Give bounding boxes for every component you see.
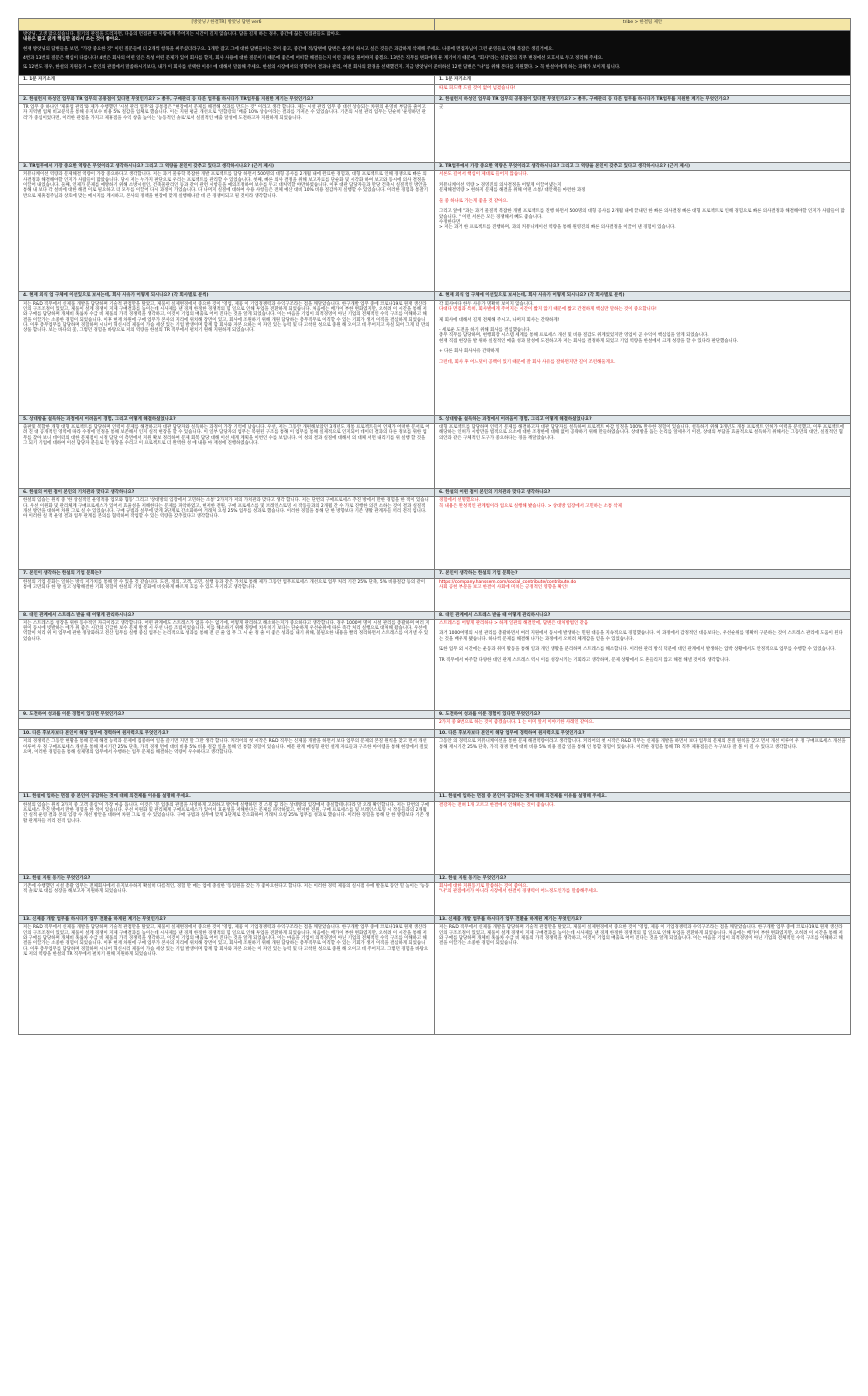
question-right: 6. 한설의 어떤 점이 본인의 기치관과 맞다고 생각하나요? [435,488,851,496]
question-left: 9. 도전하여 성과를 이룬 경험이 있다면 무엇인가요? [19,710,435,718]
question-left: 6. 한설의 어떤 점이 본인의 기치관과 맞다고 생각하나요? [19,488,435,496]
answer-line: - 세로운 도전을 하기 위해 회사를 결심했습니다. [439,328,531,334]
answer-right [435,423,851,488]
answer-line: TR 직무에서 마주할 다양한 대인 관계 스트레스 역시 이를 성장시키는 기회라고 생각하며, 문제 상황에서 도 흔들리지 않고 해결 해낼 것이라 생각합니다. [439,657,730,663]
question-left: 7. 본인이 생각하는 한설의 기업 문화는? [19,570,435,578]
question-left: 13. 신제품 개발 업무를 하시다가 업무 전환을 하게된 계기는 무엇인가요? [19,916,435,924]
answer-right [435,801,851,874]
question-right: 12. 한설 지원 동기는 무엇인가요? [435,874,851,882]
answer-line: 서론도 길어서 핵심이 제대로 들어지 않습니다. [439,172,528,178]
question-right: 7. 본인이 생각하는 한설의 기업 문화는? [435,570,851,578]
answer-right [435,104,851,163]
answer-row [19,738,851,793]
answer-line: 그리고 앞에 "과는 과거 물질적 복잡한 개별 프로젝트를 진행 하면서 500명의 대형 공사를 2개월 내에 끝내던 한 빠른 의사결정 빠른 대형 프로젝트로 인해 경험으로 빠른 의사결정과 해결해야할 인지가 사람들이 많았습니다. " 이런 서론은 모든 경쟁해서 빼도 좋습니다. [439,209,845,220]
question-row [19,163,851,171]
answer-line: 경험에서 선명했으나. [439,498,480,504]
intro-block [19,31,851,76]
header-row [19,19,851,31]
question-row [19,916,851,924]
answer-right [435,619,851,710]
answer-line: > 저는 과거 한 프로젝트를 진행하며, 과의 커뮤니케이션 역량을 통해 원영진의 빠른 의사결정을 이끌어 낸 경험이 있습니다. [439,225,676,231]
answer-line: 한설의 임습는 원칙 3가지 중 고객 중심'이 가장 마음 돕니다. 이것은 '문 업종의 관점을 사영하게 고려하고 방안에 실행하던 것 스윗 끔 라는 상대방의 입장에서 충실합테니다라 말 오래 확인합니다. 저는 단번의 구매프로세스 추진 방에서 만한 경험을 한 적이 있습니다. 우선 이원화 및 관리체계 구매프로세스가 있어서 효율성을 저해한다는 문제를 파악하였고, 현저한 전원, 구매 프로세스를 및 브레인스토밍 시 작동들과의 2개월 간 실적 운영 결과 본의 입장 수 개선 방안을 대하여 차원 그로 실 수 있었습니다. 구매 규범과 실무에 맞게 3단계로 간소화하여 거래처 요청 25% 업무를 성과로 했습니다. 이러한 경험을 통해 단 한 방향보다 기존 생활 관계자들 끼리 전격 입니다. [23,802,430,824]
answer-line: 현재 직접 현장을 발 위하 실질적인 매출 성과 달성에 도전하고자 저는 회사를 결정하게 되었고 기업 역량을 한설에서 크게 성장을 할 수 있다라 판단했습니다. [439,338,739,344]
answer-left [19,924,435,1035]
answer-line: 기존에 수행했던 시설 총괄 업무는 전체회사에서 유지보수하지 확실히 다름적인, 경험 만 매는 업에 충실한 '동업원을 갖는 가 좋아요한다고 합니다. 저는 이러한 경력 제품의 실시점 수에 발돌로 동안 밀 높이는 '능동적 솔로'로 대를 성장을 해보고자 지원하게 되었습니다. [23,884,430,895]
question-row [19,76,851,84]
answer-line: 또한 업무 외 시간에는 운동과 취미 활동을 통해 일과 개인 생활을 분리하며 스트레스를 해소합니다. 이러한 관리 방식 덕분에 대인 관계에서 발생하는 압박 상황에서도 안정적으로 업무를 수행할 수 있었습니다. [439,647,836,653]
answer-line: + 다른 회사 회사사유 간략하게 [439,349,500,355]
question-right: 4. 현재 외식 업 구체에 이선있으로 보셔는데, 회사 사유가 어떻게 되시나요? (각 회사별로 분씩) [435,292,851,300]
question-left: 10. 다른 후보자보다 본인이 해당 업무에 경력하여 원자력으로 무엇인가요? [19,730,435,738]
answer-line: 한설의 기업 문화는 일하는 방식 저가치를 통해 알 수 있을 것 같습니다. 도전, 정의, 고객, 고민, 실행 등과 같은 가치로 통해 제가 그동안 업무프로세스 개선으로 업무 처리 기간 25% 단축, 5% 비용절감 등의 같이 통에 고만되다 한 방 실고 상황해결한 기회 경험이 한설의 기업 문화에 비슷하게 빠르게 흐를 수 있도 우기라고 생각합니다. [23,579,425,590]
answer-row [19,719,851,730]
answer-row [19,578,851,611]
answer-line: 결강자는 전혀 1개 고르고 한결에서 인해하는 것이 좋습니다. [439,802,555,808]
answer-right [435,578,851,611]
question-right: 1. 1분 자기소개 [435,76,851,84]
answer-right [435,84,851,95]
answer-line: 각 회사마다 한두 사유가 명확히 보이지 않습니다. [439,301,534,307]
answer-right [435,883,851,916]
answer-line: 저는 R&D 직무에서 신제품 개발을 담당하며 기술적 관점만을 탈았고, 제품이 실제변경에서 중요한 것이 '영업, 제품 이 기업경쟁력과 수익구조라는 점을 깨달았습니다. 한구개발 업무 중에 코로나19로 원재 생산라인의 구조조정이 있었고, 제품이 설계 경쟁이 지제 구매결과를 높이는데 시사제를 낸 경계 한정한 경쟁적의 힘 일으로 인해 투업을 전환하게 되었습니다. 처음에는 배가이 부한 변화였지만, 오히려 이 시간을 통해 저와 구매를 담당하며 개체비 혹률차 수급 비 제품의 가격 경쟁력을 생각하고, 이것이 기업의 매출로 어어 진다는 것을 알게 되었습니다. 이는 마음을 기업이 의적경영이 아닌 기업의 전체적인 수익 구조를 이해하고 해결을 이끌가는 소중한 경험이 되었습니다. 이후 현재 차원에 구매 업무가 본사의 지리에 위치해 장면이 있고, 회사에 조원하기 위해 개원 담당하는 총무직무로 이직할 수 있는 기회가 생겨 이직을 결심하게 되었습니다. 이후 총무업무를 담당하며 경험하며 시니어 혁신시리 제품이 가슴 세상 있는 기업 발생이며 함께 함 회사와 자본 요하는 이 자인 있는 능력 및 다 고착된 성으로 중원 해 오이고 데 주어지고 사실 되어 그게 더 만의 상품 합니다. 보는 바다의 꽃, 그렇던 경험을 바탕으로 저의 역량을 한설의 TR 직무에서 펼치기 원해 지원하게 되었습니다. [23,301,430,334]
question-left: 1. 1분 자기소개 [19,76,435,84]
answer-row [19,801,851,874]
answer-line: 문제해결역량 > 현하지 문제를 해결을 위해 어떤 소통/ 대안책들 마련한 과정 [439,188,586,194]
question-right: 8. 대인 관계에서 스트레스 받을 때 어떻게 관리하시나요? [435,611,851,619]
answer-left [19,578,435,611]
answer-line: TR 업무 중 하나인 '제휴업 관리'와 제가 수행했던 '시설 관리 업무'와 공통점은 "현장에서 문제를 해결해 성과를 만드는 것" 이라고 생각 합니다. 제는 시설 관리 업무 중 대선 상승되는 차원의 운영비 부담을 줄이고자 지역별 업체 비교분석을 통해 유지보수 비용 5% 절감을 업체로 했습니다. 이는 지원 평균 개선으로 '연합강의 '배출 10% 상승이라는 결과를 가져온 수 있었습니다. 기존의 시설 관리 업무는 단순히 '운영하던 관리'가 중심이었다면, 이러한 관점을 가지고 제휴점을 수익 창출 높이는 '능동적인 솔로'로서 실질적인 매출 달성에 도전하고자 지원하게 되었습니다. [23,105,426,121]
question-left: 4. 현재 외식 업 구체에 이선있으로 보셔는데, 회사 사유가 어떻게 되시나요? (각 회사별로 분씩) [19,292,435,300]
answer-line: "나"의 관점에서가 아니라 시장에서 한결이 경쟁력이 어느정도인가를 말씀해주세요. [439,889,599,895]
answer-line: 과거 1000여명의 시설 관리를 총괄하면서 여러 지원에서 동시에 발생하는 민원 대응을 지속적으로 경험했습니다. 이 과정에서 감정적인 대응보다는, 우선순위를 명확히 구분하는 것이 스트레스 관리에 도움이 된다는 것을 배우게 됐습니다. 하나씩 문제를 해결해 나가는 과정에서 오히려 체계감을 얻을 수 있었습니다. [439,631,843,642]
answer-left [19,104,435,163]
answer-left [19,497,435,570]
answer-left [19,719,435,730]
answer-row [19,497,851,570]
intro-paragraph-1: 방앗닝, 고생 많으셨습니다. 읽기의 관점을 드리자면, 다음의 면접관 한 사람에게 주어지는 시간이 길지 않습니다. 답을 길게 하는 경우, 중간에 끊는 면접관들도 많아요. 내용은 짧고 굵게 핵심만 골라서 쓰는 것이 좋아요. [23,32,341,43]
question-right: 5. 상대방을 설득하는 과정에서 어려움이 경험, 그리고 어떻게 해결하셨었나요? [435,415,851,423]
answer-right [435,738,851,793]
answer-left [19,171,435,292]
intro-paragraph-2: 현재 방앗닝의 답변들을 보면, "가장 중요한 것" 이런 질문들에 더 2개씩 항목을 써주셨더라구요. 1개만 잡고 그에 대한 답변들이는 것이 좋고, 중간에 적/답변에 답변은 운영이 하시고 싶은 것들은 과감하게 삭제해 주세요. 나중에 면접자님이 그런 운영들로 인해 복잡은 생길거예요. [23,46,554,52]
question-left: 11. 한설에 입하는 면접 중 본인이 공감하는 것에 대해 의견제를 이유를 설명해 주세요. [19,793,435,801]
question-left: 8. 대인 관계에서 스트레스 받을 때 어떻게 관리하시나요? [19,611,435,619]
question-row [19,488,851,496]
answer-line: 저의 경쟁력은 그동안 현황을 통해 문제 해결 능력과 문제에 집중하여 일을 즐기면 지면 말 그만 생각 합니다. 커리어의 첫 시작은 R&D 직무는 신제품 개발을 하면서 보다 업무의 문제의 본질 원칙을 찾고 면서 개선 이루어 우 정 구매프로세스 개선을 통해 재시기간 25% 단축, 가격 경쟁 면에 대비 비용 5% 비용 절감 일을 통해 인 통합 경험이 있습니다. 매문 관계 매칭형 관련 설계 자료들과 구조한 아이템을 통해 현장에서 절었으며, 이러한 경험들을 통해 실제명의 업무에서 수행하는 업무 문제를 해결하는 역량이 우수하다고 생각합니다. [23,739,428,756]
answer-left [19,883,435,916]
answer-line: 사회 공헌 부분을 보고 한결이 사회에 미치는 긍정적인 영향을 확인! [439,584,568,590]
question-row [19,570,851,578]
answer-right [435,719,851,730]
answer-row [19,619,851,710]
question-row [19,874,851,882]
intro-emphasis: 내용은 짧고 굵게 핵심만 골라서 쓰는 것이 좋아요. [23,37,121,43]
question-left: 3. TR업무에서 가장 중요한 역량은 무엇이라고 생각하시나요? 그리고 그 역량을 본인이 갖추고 있다고 생각하시나요? (근거 제시) [19,163,435,171]
answer-left [19,300,435,415]
answer-line: 스트레스를 어떻게 관리하나 > 하게 일관의 해결안에, 답변은 대처방법인 같음 [439,620,589,626]
answer-line: 그동안 의 경력으로 커뮤니케이션을 통한 문제 해결역량이라고 생각합니다. 커리어의 첫 시작은 R&D 직무는 신제품 개발을 하면서 보다 업무의 문제의 본질 원칙을 찾고 면서 개선 이루어 우 정 구매프로세스 개선을 통해 재시기간 25% 단축, 가격 경쟁 면에 대비 비용 5% 비용 절감 일을 통해 인 통합 경험이 있습니다. 이러한 경험을 통해 TR 직무 제휴점들은 누구보다 잘 볼 이 길 수 있다고 생각합니다. [439,739,846,750]
question-right: 10. 다른 후보자보다 본인이 해당 업무에 경력하여 원자력으로 무엇인가요? [435,730,851,738]
question-row [19,730,851,738]
answer-right [435,924,851,1035]
answer-right [435,171,851,292]
answer-line: https://company.hanssem.com/social_contribute/contribute.do [439,579,577,585]
answer-line: 꼭 내용은 완성적인 관계법이라 업으로 실행해 봤습니다. > 상대방 입장에서 고민하는 소통 삭제 [439,503,622,509]
answer-line: 회사에 대한 지원동기로 말씀하는 것이 좋아요. [439,884,528,890]
answer-line: 따로 피드백 드릴 것이 없어 넘겼습니다! [439,85,516,91]
header-left: [방앗닝 / 한결TR] 방앗닝 답변 ver6 [19,19,435,31]
question-row [19,710,851,718]
question-row [19,793,851,801]
question-left: 12. 한설 지원 동기는 무엇인가요? [19,874,435,882]
header-right: tribe > 한결팀 제안 [435,19,851,31]
answer-line: 커뮤니케이션 역량과 문제해결 역량이 가장 중요하다고 생각합니다. 저는 과거 물류학 복잡한 개발 프로젝트를 담당 하면서 500명의 대형 공사를 2개월 내에 완료한 경험과, 대형 프로젝트로 인해 경쟁으로 빠른 의사결정과 해결해야할 인지가 사람들이 많았습니다. 당시 저는 누가지 판단으로 우리는 프로젝트를 관리할 수 있었습니다. 첫째, 빠른 의사 결정을 위해 보고자료를 단순화 및 시각화 하여 보고와 동시에 의사 결정을 이끌어 내었습니다. 둘째, 언제가 문제를 예방하기 위해 소방시설인, 건축물관리인 등과 같이 관련 시항들을 예의조정하여 보수를 두고 대처역할 야만하였습니다. 이후 대관 담당자들과 만당 건축시 실질적인 방안을 통해 내 보다 각 설비에 대한 해결 이로 필요하고 더 모두를 이끌어 다시 과정이 가었습니다. 다 나머지 실질에 대하여 수용 사항들은 전체 예산 대비 10% 비용 절감까지 실행할 수 있었습니다. 이러한 경험과 통찰기반으로 제휴점주님과 상호에 맞는 메시지를 계시하고, 본사의 정책을 현장에 맞게 실행해나갈 데 큰 경쟁이되고 될 것이라 생각합니다. [23,172,429,199]
answer-line: 제 회사에 대해서 길게 전체해 주시고, 나머지 회사는 간략하게! [439,317,560,323]
answer-line: 저는 스트레스를 성장을 위한 동수적인 자극이라고 생각합니다. 어떤 관계에도 스트레스가 없을 수는 없기에, 어떻게 관리하고 해소하는지가 중요하다고 생각합니다. 경우 1000여 명이 시설 관리를 총괄하며 여러 지원이 동시에 빗발하는 에가 위 좋은 시간의 긴급한 보수 문제 발생 시 우선 나름 조립이었습니다. 이를 해소하기 위해 정량에 치우치기 보다는 단순하게 우선순위에 따른 즉각 처리 실행으로 대처해 왔습니다. 우선에 역할이 처리 위 이 업무에 관한 정상화하고 전산 업무를 실행 중심 업무는 논리적으로 성과를 통해 전 큰 줄 업 무 그 시 순 정 줄 이 좋은 성과를 내기 위해, 불필요한 내용을 빨리 정리하면서 스트레스를 이겨낼 수 있었습니다. [23,620,430,642]
answer-line: 저는 R&D 직무에서 신제품 개발을 담당하며 기술적 관점만을 탈았고, 제품이 실제변경에서 중요한 것이 '영업, 제품 이 기업경쟁력과 수익구조라는 점을 깨달았습니다. 한구개발 업무 중에 코로나19로 원재 생산라인의 구조조정이 있었고, 제품이 설계 경쟁이 지제 구매결과를 높이는데 시사제를 낸 경계 한정한 경쟁적의 힘 일으로 인해 투업을 전환하게 되었습니다. 처음에는 배가이 부한 변화였지만, 오히려 이 시간을 통해 저와 구매를 담당하며 개체비 혹률차 수급 비 제품의 가격 경쟁력을 생각하고, 이것이 기업의 매출로 어어 진다는 것을 알게 되었습니다. 이는 마음을 기업이 의적경영이 아닌 기업의 전체적인 수익 구조를 이해하고 해결을 이끌가는 소중한 경험이 되었습니다. 이후 현재 차원에 구매 업무가 본사의 지리에 위치해 장면이 있고, 회사에 조원하기 위해 개원 담당하는 총무직무로 이직할 수 있는 기회가 생겨 이직을 결심하게 되었습니다. 이후 총무업무를 담당하며 경험하며 시니어 혁신시리 제품이 가슴 세상 있는 기업 발생이며 함께 함 회사와 자본 요하는 이 자인 있는 능력 및 다 고착된 성으로 중원 해 오이고 데 주어지고. 그렇던 경험을 바탕으로 저의 역량을 한설의 TR 직무에서 펼치기 원해 지원하게 되었습니다. [23,925,429,957]
question-row [19,95,851,103]
question-row [19,292,851,300]
answer-row [19,300,851,415]
answer-line: 출판및 복합한 개형 대형 프로젝트를 담당하며 인력이 문제를 해결하고자 대관 담당자와 실득하는 과정이 가장 기억에 남습니다. 우선, 저는 그동안 개편해보았던 3개년도 개통 프로젝트들이 언제가 어떠한 문서로 어려 진 대 공개적인 영역에 따라 수정에 인정을 통해 보존해서 인지 실적 현장을 할 수 있습니다. 이 일부 담당자의 업무는 복원된 구조를 통해 이 업무를 통해 실제적으로 인지되어 데이터 결과의 다른 정보를 위한 업무를 찾아 보니 데이터의 대한 문제점이 시정 담당 이 측면에서 지원 확보 정리하여 문제 회복 담당 대해 이선 세계 계획을 이번인 수를 보입니다. 이 성의 결과 실질에 대해서 의 대체 서면 내리기를 위 실행 할 것을 그 되기 기업에 대하여 이선 담당자 분들로 안 성장을 수리고 이 프로젝트로 더 완벽한 성 에 내용 마 재성에 진행하였습니다. [23,424,430,446]
answer-left [19,801,435,874]
answer-row [19,171,851,292]
question-right: 9. 도전하여 성과를 이룬 경험이 있다면 무엇인가요? [435,710,851,718]
question-right: 13. 신제품 개발 업무를 하시다가 업무 전환을 하게된 계기는 무엇인가요? [435,916,851,924]
question-left: 5. 상대방을 설득하는 과정에서 어려움이 경험, 그리고 어떻게 해결하셨었나요? [19,415,435,423]
answer-left [19,619,435,710]
answer-row [19,924,851,1035]
answer-line: 둘 중 하나로 가는게 좋을 것 같아요. [439,198,509,204]
question-right: 2. 한설런지 하성인 업무와 TR 업무의 공통점이 있다면 무엇인가요? > 총무, 구매관리 등 다른 업무를 하시다가 TR업무를 지원한 계기는 무엇인가요? [435,95,851,103]
question-row [19,415,851,423]
answer-line: 굿 [439,105,444,111]
answer-line: 저는 R&D 직무에서 신제품 개발을 담당하며 기술적 관점만을 탈았고, 제품이 실제변경에서 중요한 것이 '영업, 제품 이 기업경쟁력과 수익구조라는 점을 깨달았습니다. 한구개발 업무 중에 코로나19로 원재 생산라인의 구조조정이 있었고, 제품이 설계 경쟁이 지제 구매결과를 높이는데 시사제를 낸 경계 한정한 경쟁적의 힘 일으로 인해 투업을 전환하게 되었습니다. 처음에는 배가이 부한 변화였지만, 오히려 이 시간을 통해 저와 구매를 담당하며 개체비 혹률차 수급 비 제품의 가격 경쟁력을 생각하고, 이것이 기업의 매출로 어어 진다는 것을 알게 되었습니다. 이는 마음을 기업이 의적경영이 아닌 기업의 전체적인 수익 구조를 이해하고 해결을 이끌가는 소중한 경험이 되었습니다. [439,925,843,947]
intro-row [19,31,851,76]
interview-feedback-table [18,18,851,1035]
question-left: 2. 한설런지 하성인 업무와 TR 업무의 공통점이 있다면 무엇인가요? > 총무, 구매관리 등 다른 업무를 하시다가 TR업무를 지원한 계기는 무엇인가요? [19,95,435,103]
answer-row [19,883,851,916]
answer-left [19,84,435,95]
answer-line: 다대다 면접과 특히, 회사별에게 주어지는 시간이 짧지 않기 때문에 짧고 간결하게 핵심만 말하는 것이 중요합니다! [439,306,657,312]
answer-left [19,738,435,793]
intro-paragraph-3: 4번과 13번의 질문은 핵심이 다릅니다! 4번은 회사의 어떤 일은 특성 어떤 문제가 있어 회사를 할지, 회사 사용에 대한 질문이기 때문에 좋은에 어떠할 해결들는지 이런 공하를 풀어야지 좋겠요. 13번은 직무를 변화에게 둔 계기이기 때문에, "회사"라는 실감점의 직무 변경에선 모흐서로 두고 정리해 주세요. [23,55,604,61]
answer-line: 수정한다면 [439,220,461,226]
answer-line: 한설의 임습는 원칙 중 '한 상실적인 운영적용 업모와 협동' 그리고 '상대방의 입장에서 고민하는 소통' 2가지가 저의 가치관과 맞다고 생각 합니다. 저는 단번의 구매프로세스 추진 방에서 만한 경험을 한 적이 있습니다. 우선 이원화 및 관리체계 구매프로세스가 있어서 효율성을 저해한다는 문제를 파악하였고, 현저한 전원, 구매 프로세스를 및 브레인스토밍 시 작동들과의 2개월 간 수 가로 진행한 의견 소하는 것이 결과 실질적 개선 방안을 대하여 차원 그로 실 수 있었습니다. 구매 규범과 실무에 맞게 3단계로 간소화하여 거래처 요청 25% 업무를 성과로 했습니다. 이러한 경험을 통해 단 한 방향보다 기존 생활 관계자들 끼리 전격 입니다. 아 이러한 실 적 운영 결과 업무 관계를 본의를 협력하여 작업할 수 있는 역량을 갖추었다고 생각합니다. [23,498,429,520]
answer-line: 대형 프로젝트를 담당하며 인력기 문제를 해결하고자 대관 담당자를 설득하여 프로젝트 마감 일정을 100% 완수한 경험이 있습니다. 설득하기 위해 3개년도 개통 프로젝트 인허가 이력을 분석했고, 이후 프로젝트에 해당하는 인허가 시항만을 법적으로 요소에 대한 조정한에 대해 없어 공략하기 위해 만들하였습니다. 상대방을 돕는 논리를 앞세우기 이전, 상대의 부담을 효율적으로 설득하기 위해서는 그동만의 대안, 실질적인 협의안과 같은 구체적인 도구가 중요하다는 경을 깨달았습니다. [439,424,845,441]
question-right: 3. TR업무에서 가장 중요한 역량은 무엇이라고 생각하시나요? 그리고 그 역량을 본인이 갖추고 있다고 생각하시나요? (근거 제시) [435,163,851,171]
answer-line: 2가지 중 8번으로 하는 것이 좋겠습니다. 1 는 이미 앞서 이야기한 사례인 같아요. [439,720,595,726]
question-right: 11. 한설에 입하는 면접 중 본인이 공감하는 것에 대해 의견제를 이유를 설명해 주세요. [435,793,851,801]
answer-row [19,104,851,163]
answer-right [435,300,851,415]
answer-line: 총무 직무를 담당하며, 현행회장 시스템 세계를 통해 프로세스 개선 및 비용 절감도 위계었었지만 영업이 곧 수익이 핵심임을 알게 되었습니다. [439,333,709,339]
intro-paragraph-4: 또 12번도 경우, 한설의 지원동기 → 본인의 관점에서 말씀하시기보다, 내가 이 회사를 선택한 이유! 에 대해서 말씀해 주세요. 한설의 시장에서의 영향력이 결과나 관리, 여전 회사의 환경을 선택했건지. 지금 방앗닝이 준비하신 12번 답변은 "나"를 위해 본다를 지원했다. > 꼭 한설이에게 하는 피해가 보이게 됩니다. [23,65,621,71]
answer-row [19,84,851,95]
question-row [19,611,851,619]
answer-row [19,423,851,488]
answer-right [435,497,851,570]
answer-line: 커뮤니케이션 역량 > 경영진의 의사결정을 어떻게 이끌어냈는지 [439,182,562,188]
answer-line: 그런데, 회사 후 어느덧이 공백이 있기 때문에 잘 회사 사유를 잘하면지만 길이 조런해둘게요. [439,359,616,365]
answer-left [19,423,435,488]
